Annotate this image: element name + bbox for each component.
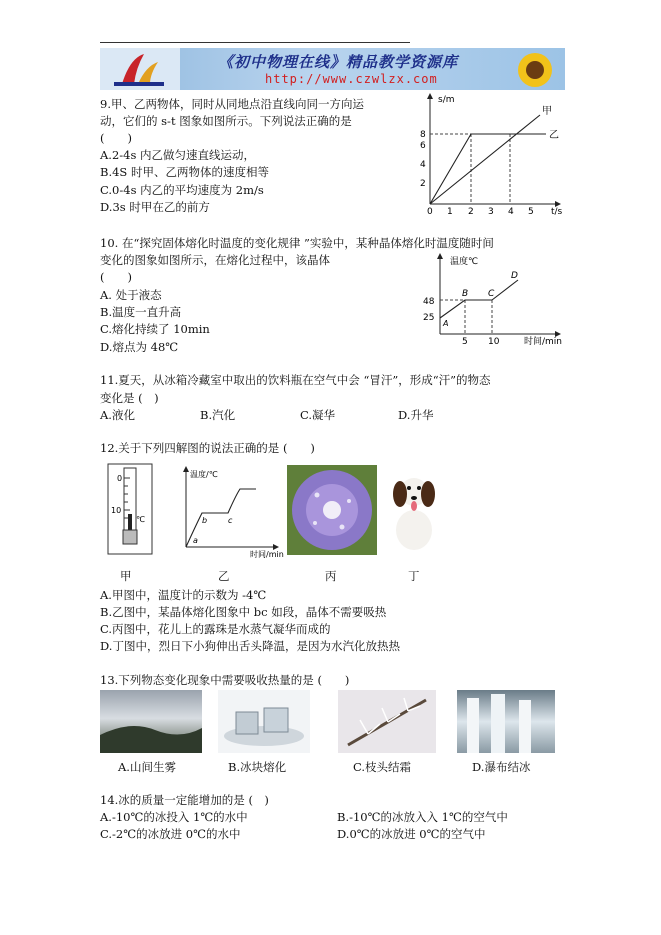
q12-thermometer-figure	[100, 462, 160, 557]
q12-stem: 12.关于下列四解图的说法正确的是 ( )	[100, 441, 315, 455]
q12-fig-label-ding: 丁	[408, 569, 420, 583]
q10-ytick-25: 25	[423, 313, 435, 323]
q9-line-3: ( )	[100, 131, 132, 145]
q12-option-d: D.丁图中，烈日下小狗伸出舌头降温，是因为水汽化放热热	[100, 639, 400, 653]
q13-fog-photo	[100, 690, 202, 753]
q9-ylabel: s/m	[438, 95, 455, 105]
q12-thermo-unit: ℃	[136, 515, 145, 524]
q9-line-2: 动，它们的 s-t 图象如图所示。下列说法正确的是	[100, 114, 352, 128]
logo-icon	[100, 48, 180, 90]
q10-xtick-5: 5	[462, 337, 468, 347]
q12-fig-label-jia: 甲	[120, 569, 132, 583]
q10-option-c: C.熔化持续了 10min	[100, 322, 210, 336]
q14-option-a: A.-10℃的冰投入 1℃的水中	[100, 810, 248, 824]
q12-graph-ylabel: 温度/℃	[190, 470, 218, 479]
q9-ytick: 2	[420, 179, 426, 189]
q12-dog-photo	[388, 466, 440, 556]
q13-ice-photo	[218, 690, 310, 753]
q13-caption-a: A.山间生雾	[118, 760, 176, 774]
q10-point-b: B	[462, 289, 469, 299]
q11-option-b: B.汽化	[200, 408, 236, 422]
q10-point-c: C	[488, 289, 495, 299]
q12-thermo-bulb	[123, 530, 137, 544]
header-rule	[100, 42, 410, 43]
q9-option-b: B.4S 时甲、乙两物体的速度相等	[100, 165, 269, 179]
q10-line-2: 变化的图象如图所示，在熔化过程中，该晶体	[100, 253, 330, 267]
q11-line-2: 变化是 ( )	[100, 391, 159, 405]
q14-stem: 14.冰的质量一定能增加的是 ( )	[100, 793, 269, 807]
q12-option-c: C.丙图中，花儿上的露珠是水蒸气凝华而成的	[100, 622, 331, 636]
q9-xtick: 4	[508, 207, 514, 217]
q9-xtick: 0	[427, 207, 433, 217]
q10-curve	[440, 280, 518, 318]
q12-option-b: B.乙图中，某晶体熔化图象中 bc 如段，晶体不需要吸热	[100, 605, 387, 619]
q9-series-jia: 甲	[542, 106, 552, 117]
q9-st-graph	[418, 90, 568, 215]
q9-xtick: 3	[488, 207, 494, 217]
q11-option-c: C.凝华	[300, 408, 336, 422]
q10-option-d: D.熔点为 48℃	[100, 340, 179, 354]
q9-series-yi: 乙	[549, 130, 559, 141]
q9-xtick: 5	[528, 207, 534, 217]
q11-line-1: 11.夏天，从冰箱冷藏室中取出的饮料瓶在空气中会 “冒汗”，形成“汗”的物态	[100, 373, 491, 387]
q12-melting-graph	[180, 465, 284, 559]
q14-option-c: C.-2℃的冰放进 0℃的水中	[100, 827, 241, 841]
q9-option-d: D.3s 时甲在乙的前方	[100, 200, 210, 214]
q9-line-jia	[430, 115, 540, 204]
q12-flower-photo	[287, 465, 377, 555]
q9-option-a: A.2-4s 内乙做匀速直线运动，	[100, 148, 256, 162]
q13-caption-d: D.瀑布结冰	[472, 760, 531, 774]
q12-fig-label-yi: 乙	[218, 569, 230, 583]
q14-option-d: D.0℃的冰放进 0℃的空气中	[337, 827, 486, 841]
q10-melting-graph	[420, 252, 565, 347]
q13-caption-c: C.枝头结霜	[353, 760, 412, 774]
header-banner	[100, 48, 565, 90]
banner-url: http://www.czwlzx.com	[265, 72, 438, 86]
q9-option-c: C.0-4s 内乙的平均速度为 2m/s	[100, 183, 264, 197]
q12-option-a: A.甲图中，温度计的示数为 -4℃	[100, 588, 267, 602]
q13-frozen-waterfall-photo	[457, 690, 555, 753]
q9-ytick: 8	[420, 130, 426, 140]
q10-ytick-48: 48	[423, 297, 435, 307]
q11-option-a: A.液化	[100, 408, 135, 422]
q12-graph-xlabel: 时间/min	[250, 550, 284, 559]
q12-graph-point-b: b	[202, 516, 208, 525]
q10-option-a: A. 处于液态	[100, 288, 162, 302]
q10-line-1: 10. 在“探究固体熔化时温度的变化规律 ”实验中，某种晶体熔化时温度随时间	[100, 236, 494, 250]
q9-ytick: 6	[420, 141, 426, 151]
q13-caption-b: B.冰块熔化	[228, 760, 287, 774]
q9-xtick: 2	[468, 207, 474, 217]
q12-thermo-tick-10: 10	[111, 506, 122, 515]
q10-line-3: ( )	[100, 270, 132, 284]
q13-stem: 13.下列物态变化现象中需要吸收热量的是 ( )	[100, 673, 350, 687]
q9-line-yi	[430, 134, 546, 204]
banner-title: 《初中物理在线》精品教学资源库	[218, 53, 459, 71]
q14-option-b: B.-10℃的冰放入入 1℃的空气中	[337, 810, 508, 824]
q9-xtick: 1	[447, 207, 453, 217]
q12-graph-point-a: a	[193, 536, 198, 545]
q9-ytick: 4	[420, 160, 426, 170]
q11-option-d: D.升华	[398, 408, 434, 422]
q10-ylabel: 温度℃	[450, 257, 479, 267]
q9-xlabel: t/s	[551, 207, 563, 217]
q12-graph-point-c: c	[228, 516, 233, 525]
q10-point-a: A	[443, 319, 449, 328]
sunflower-icon	[505, 48, 565, 90]
q10-option-b: B.温度一直升高	[100, 305, 182, 319]
q10-xtick-10: 10	[488, 337, 500, 347]
q10-xlabel: 时间/min	[524, 337, 563, 347]
q12-fig-label-bing: 丙	[325, 569, 337, 583]
q9-line-1: 9.甲、乙两物体，同时从同地点沿直线向同一方向运	[100, 97, 364, 111]
q12-thermo-tick-0: 0	[117, 474, 123, 483]
q10-point-d: D	[511, 271, 518, 281]
q13-frost-photo	[338, 690, 436, 753]
